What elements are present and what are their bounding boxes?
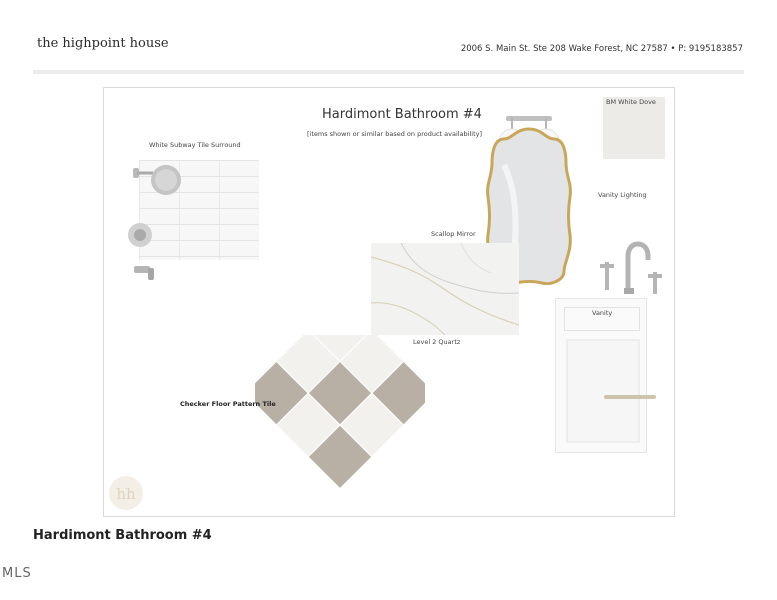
subway-tile-label: White Subway Tile Surround xyxy=(149,141,241,149)
quartz-label: Level 2 Quartz xyxy=(413,338,461,346)
tub-spout-icon xyxy=(132,263,158,283)
cabinet-door-panel xyxy=(566,339,640,443)
shower-head-icon xyxy=(131,162,189,198)
footer-title: Hardimont Bathroom #4 xyxy=(33,528,212,543)
paint-label: BM White Dove xyxy=(606,98,656,106)
brand-name: the highpoint house xyxy=(37,36,169,51)
faucet-icon xyxy=(598,236,670,300)
floor-tile-label: Checker Floor Pattern Tile xyxy=(180,400,276,408)
vanity-label: Vanity xyxy=(592,309,613,317)
shower-valve-icon xyxy=(125,220,155,250)
mirror-label: Scallop Mirror xyxy=(431,230,476,238)
contact-address: 2006 S. Main St. Ste 208 Wake Forest, NC 27587 • P: 9195183857 xyxy=(460,44,743,54)
paint-swatch xyxy=(603,97,665,159)
header-divider xyxy=(33,70,744,74)
vanity-cabinet xyxy=(555,298,647,453)
cabinet-handle-icon xyxy=(604,395,656,399)
board-subtitle: [items shown or similar based on product availability] xyxy=(307,130,483,138)
checker-floor-tile xyxy=(255,335,425,515)
mls-logo: MLS xyxy=(2,566,32,581)
lighting-label: Vanity Lighting xyxy=(598,191,647,199)
brand-logo-text: hh xyxy=(116,485,136,503)
quartz-sample xyxy=(371,243,519,335)
board-title: Hardimont Bathroom #4 xyxy=(322,107,482,122)
brand-logo-icon xyxy=(107,474,145,512)
